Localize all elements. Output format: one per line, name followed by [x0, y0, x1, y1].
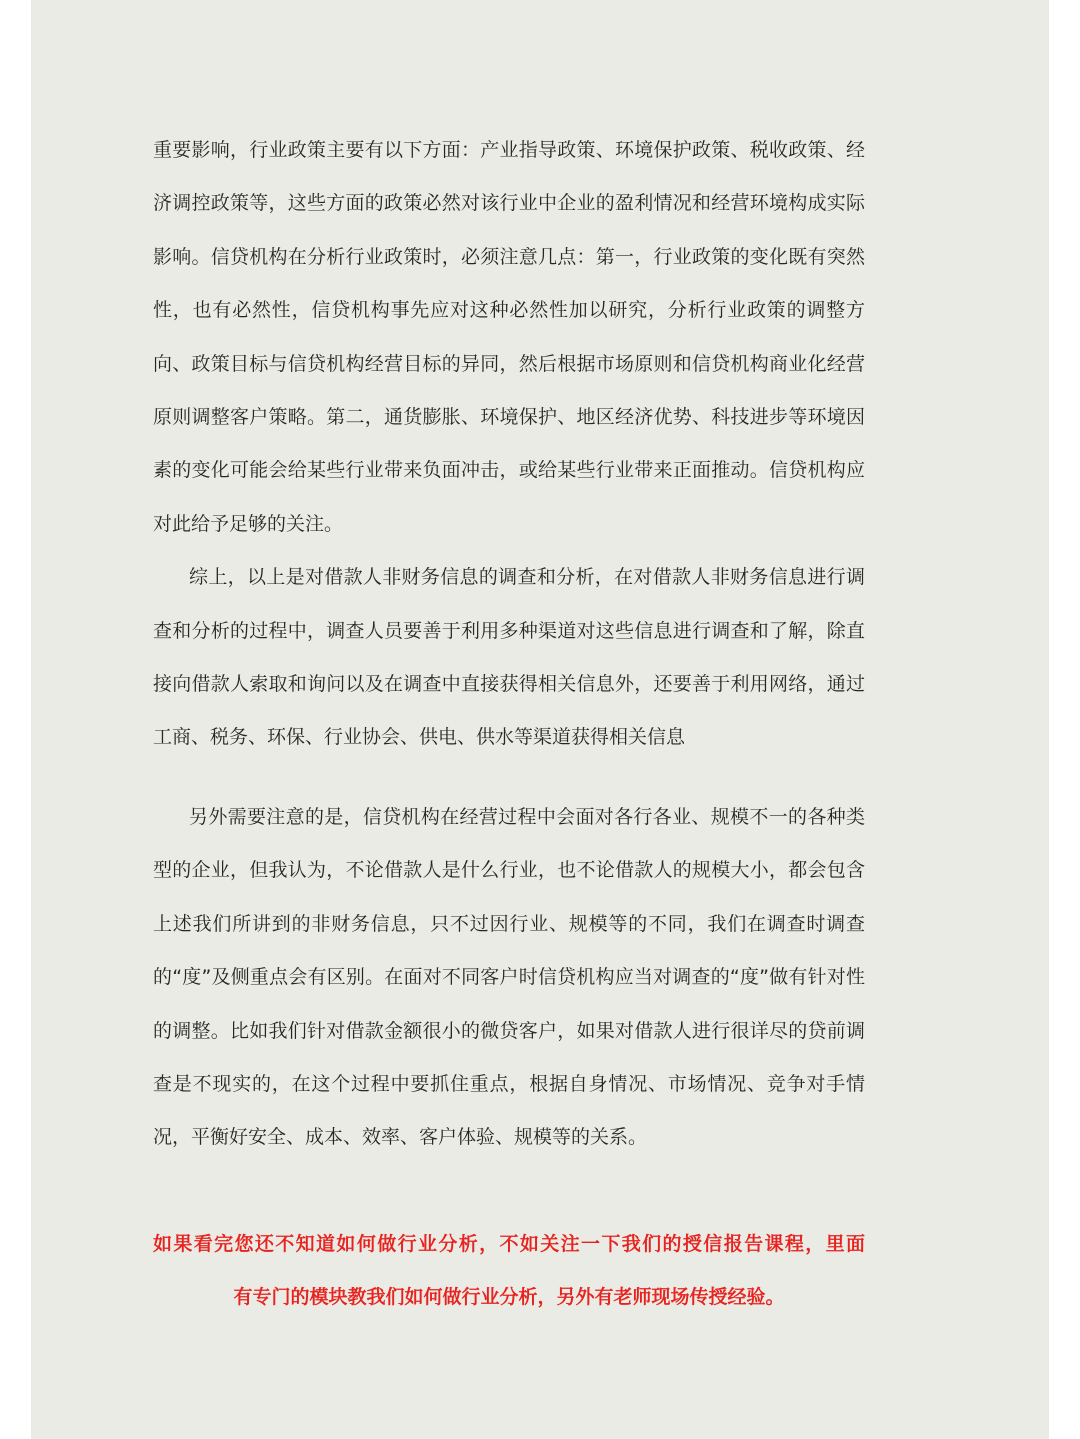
- text-block-top: [153, 124, 865, 765]
- paragraph-additional-note: 另外需要注意的是，信贷机构在经营过程中会面对各行各业、规模不一的各种类型的企业，但我认为，不论借款人是什么行业，也不论借款人的规模大小，都会包含上述我们所讲到的非财务信息，只不过因行业、规模等的不同，我们在调查时调查的“度”及侧重点会有区别。在面对不同客户时信贷机构应当对调查的“度”做有针对性的调整。比如我们针对借款金额很小的微贷客户，如果对借款人进行很详尽的贷前调查是不现实的，在这个过程中要抓住重点，根据自身情况、市场情况、竞争对手情况，平衡好安全、成本、效率、客户体验、规模等的关系。: [153, 806, 865, 1149]
- paragraph-industry-policy: 重要影响，行业政策主要有以下方面：产业指导政策、环境保护政策、税收政策、经济调控政策等，这些方面的政策必然对该行业中企业的盈利情况和经营环境构成实际影响。信贷机构在分析行业政策时，必须注意几点：第一，行业政策的变化既有突然性，也有必然性，信贷机构事先应对这种必然性加以研究，分析行业政策的调整方向、政策目标与信贷机构经营目标的异同，然后根据市场原则和信贷机构商业化经营原则调整客户策略。第二，通货膨胀、环境保护、地区经济优势、科技进步等环境因素的变化可能会给某些行业带来负面冲击，或给某些行业带来正面推动。信贷机构应对此给予足够的关注。: [153, 139, 865, 535]
- promo-callout: [153, 1218, 865, 1325]
- promo-line-1: 如果看完您还不知道如何做行业分析，不如关注一下我们的授信报告课程，里面: [153, 1233, 865, 1255]
- text-block-bottom: [153, 791, 865, 1165]
- promo-line-2: 有专门的模块教我们如何做行业分析，另外有老师现场传授经验。: [233, 1286, 785, 1309]
- paragraph-summary: 综上，以上是对借款人非财务信息的调查和分析，在对借款人非财务信息进行调查和分析的过程中，调查人员要善于利用多种渠道对这些信息进行调查和了解，除直接向借款人索取和询问以及在调查中直接获得相关信息外，还要善于利用网络，通过工商、税务、环保、行业协会、供电、供水等渠道获得相关信息: [153, 566, 865, 749]
